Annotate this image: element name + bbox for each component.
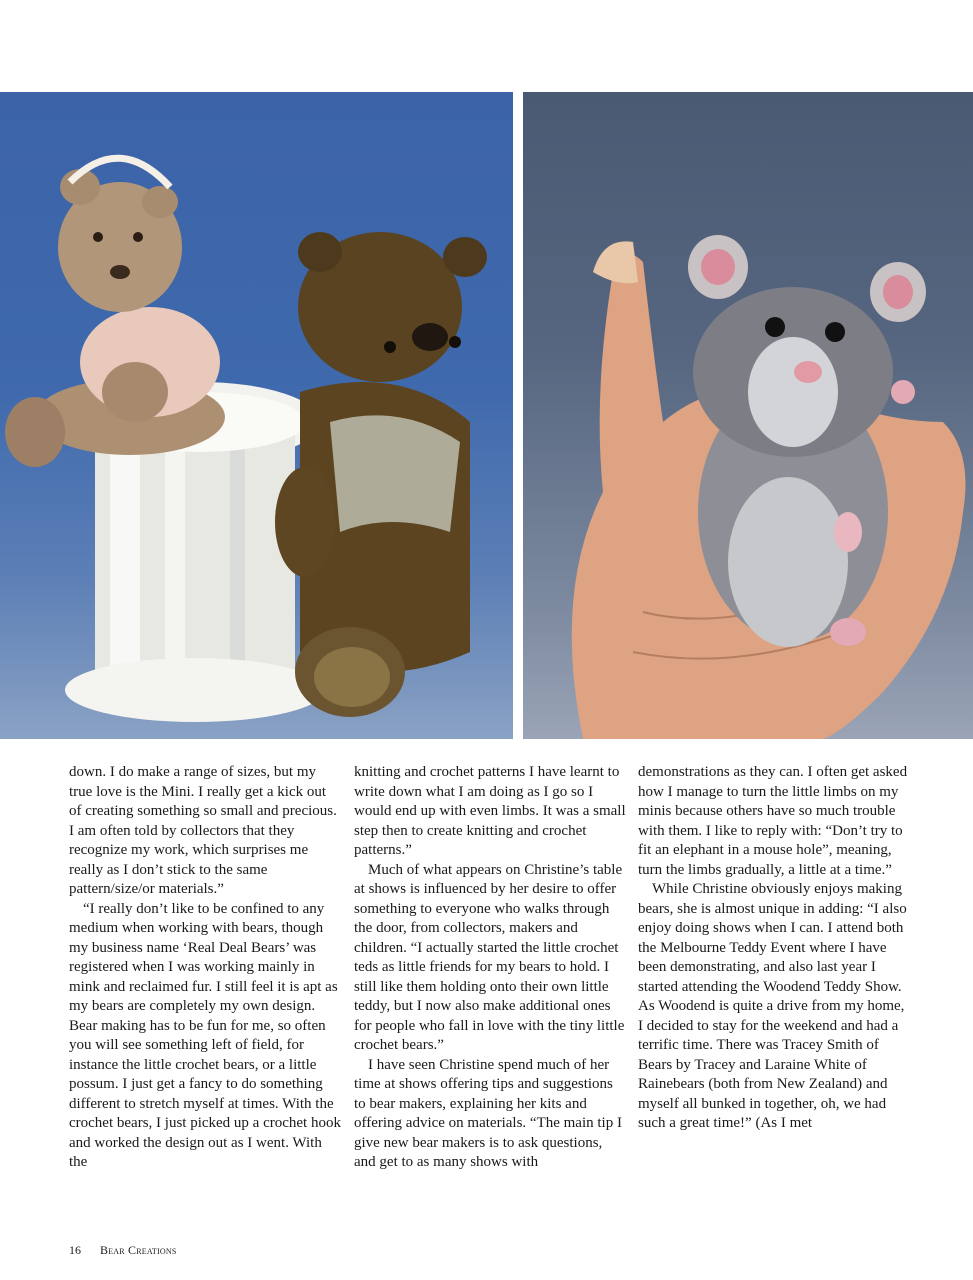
text-column-2 xyxy=(354,763,626,1173)
paragraph: “I really don’t like to be confined to any medium when working with bears, though my business name ‘Real Deal Bears’ was registered when I was working mainly in mink and reclaimed fur. I still feel it is apt as my bears are completely my own design. Bear making has to be fun for me, so often you will see something left of field, for instance the little crochet bears, or a little possum. I just get a fancy to do something different to stretch myself at times. With the crochet bears, I just picked up a crochet hook and worked the design out as I went. With the xyxy=(69,900,341,1170)
possum-photo xyxy=(523,92,973,739)
possum-illustration xyxy=(523,92,973,739)
page-number: 16 xyxy=(69,1243,81,1257)
text-column-1 xyxy=(69,763,341,1173)
paragraph: Much of what appears on Christine’s table at shows is influenced by her desire to offer something to everyone who walks through the door, from collectors, makers and children. “I actually started the little crochet teds as little friends for my bears to hold. I still like them holding onto their own little teddy, but I now also make additional ones for people who fall in love with the tiny little crochet bears.” xyxy=(354,861,625,1053)
paragraph: While Christine obviously enjoys making bears, she is almost unique in adding: “I also enjoy doing shows when I can. I attend both the Melbourne Teddy Event where I have been demonstrating, and also last year I started attending the Woodend Teddy Show. As Woodend is quite a drive from my home, I decided to stay for the weekend and had a terrific time. There was Tracey Smith of Bears by Tracey and Laraine White of Rainebears (both from New Zealand) and myself all bunked in together, oh, we had such a great time!” (As I met xyxy=(638,881,907,1131)
paragraph: I have seen Christine spend much of her time at shows offering tips and suggestions to bear makers, explaining her kits and offering advice on materials. “The main tip I give new bear makers is to ask questions, and get to as many shows with xyxy=(354,1056,622,1170)
text-column-3 xyxy=(638,763,910,1134)
bears-photo xyxy=(0,92,513,739)
page-footer xyxy=(69,1243,176,1258)
paragraph: down. I do make a range of sizes, but my true love is the Mini. I really get a kick out of creating something so small and precious. I am often told by collectors that they recognize my work, which surprises me really as I don’t stick to the same pattern/size/or materials.” xyxy=(69,764,337,897)
bears-illustration xyxy=(0,92,513,739)
paragraph: demonstrations as they can. I often get asked how I manage to turn the little limbs on my minis because others have so much trouble with them. I like to reply with: “Don’t try to fit an elephant in a mouse hole”, meaning, turn the limbs gradually, a little at a time.” xyxy=(638,764,908,878)
publication-name: Bear Creations xyxy=(100,1243,177,1257)
paragraph: knitting and crochet patterns I have learnt to write down what I am doing as I go so I would end up with even limbs. It was a small step then to create knitting and crochet patterns.” xyxy=(354,764,626,858)
